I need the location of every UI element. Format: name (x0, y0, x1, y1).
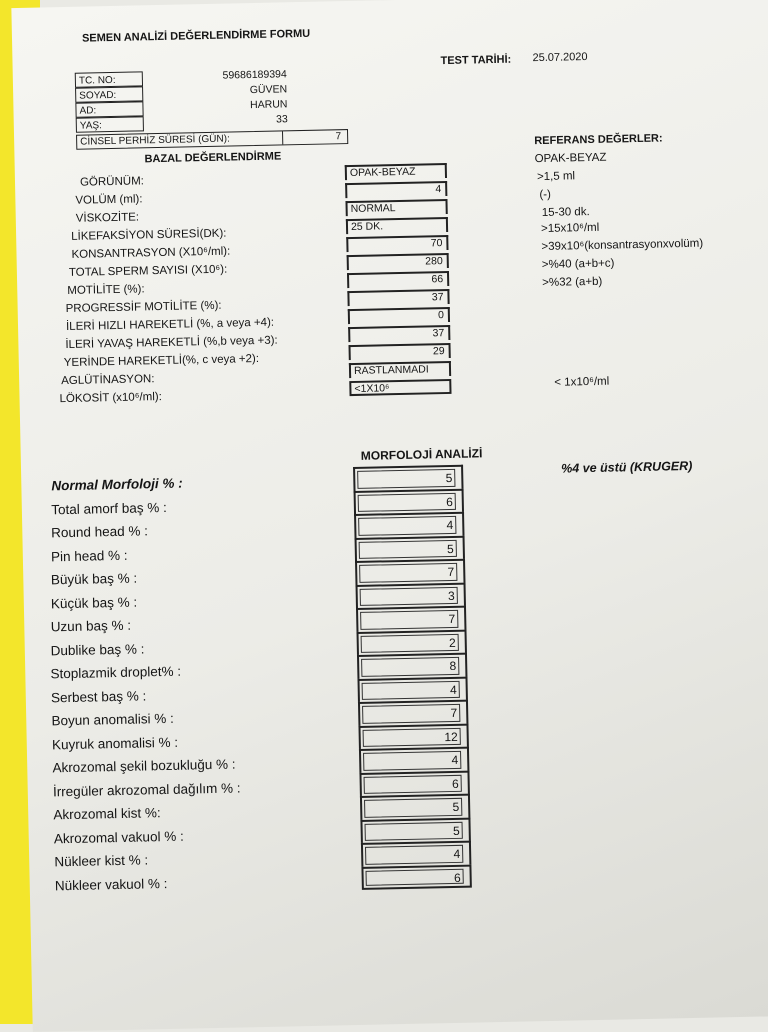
morphology-value-cell (353, 465, 463, 491)
basal-value-cell (345, 163, 447, 180)
morphology-value: 12 (363, 727, 461, 747)
morphology-value-cell (354, 512, 464, 538)
test-date: 25.07.2020 (532, 51, 588, 65)
morphology-value: 6 (365, 868, 463, 886)
morphology-value: 6 (358, 492, 456, 512)
basal-reference: 15-30 dk. (541, 206, 590, 220)
basal-label: AGLÜTİNASYON: (61, 373, 155, 388)
morphology-label: Pin head % : (50, 547, 128, 564)
basal-label: İLERİ HIZLI HAREKETLİ (%, a veya +4): (65, 316, 275, 333)
basal-reference: OPAK-BEYAZ (534, 151, 607, 166)
basal-value-cell (348, 307, 450, 324)
kruger-reference: %4 ve üstü (KRUGER) (560, 458, 693, 476)
morphology-value-cell (357, 653, 467, 679)
morphology-value-cell (355, 535, 465, 561)
basal-value-cell (348, 343, 450, 360)
basal-label: LÖKOSİT (x10⁶/ml): (59, 391, 162, 406)
morphology-heading: MORFOLOJİ ANALİZİ (360, 446, 483, 463)
abstinence-divider (282, 131, 283, 144)
morphology-label: Küçük baş % : (50, 594, 138, 611)
basal-value: NORMAL (350, 202, 396, 216)
basal-value: 25 DK. (350, 220, 384, 234)
basal-value-cell (346, 217, 448, 234)
abstinence-label: CİNSEL PERHİZ SÜRESİ (GÜN): (80, 133, 230, 148)
basal-value-cell (347, 253, 449, 270)
abstinence-row (76, 129, 348, 150)
morphology-value-cell (359, 747, 469, 773)
soyad-label: SOYAD: (75, 86, 143, 102)
morphology-label: Akrozomal şekil bozukluğu % : (52, 756, 236, 776)
morphology-value: 4 (358, 516, 456, 536)
basal-label: KONSANTRASYON (X10⁶/ml): (71, 245, 231, 261)
yas-value: 33 (275, 113, 288, 126)
morphology-value-cell (358, 723, 468, 749)
morphology-label: Uzun baş % : (50, 617, 132, 635)
morphology-value-cell (354, 488, 464, 514)
morphology-value-cell (357, 676, 467, 702)
morphology-value: 7 (360, 610, 458, 630)
morphology-value: 5 (359, 539, 457, 559)
basal-value: 29 (432, 345, 445, 358)
tc-label: TC. NO: (75, 71, 143, 87)
patient-info-box (75, 67, 349, 153)
basal-value-cell (346, 235, 448, 252)
morphology-value: 4 (363, 751, 461, 771)
morphology-label: İrregüler akrozomal dağılım % : (52, 779, 241, 799)
morphology-value: 7 (362, 704, 460, 724)
basal-value-cell (347, 271, 449, 288)
form-sheet (11, 0, 768, 1032)
basal-value-cell (347, 289, 449, 306)
morphology-label: Akrozomal kist %: (53, 805, 161, 823)
morphology-label: Normal Morfoloji % : (51, 475, 183, 494)
basal-value: 0 (437, 309, 445, 322)
basal-value: 280 (425, 255, 443, 268)
morphology-value-cell (356, 582, 466, 608)
basal-value: 70 (430, 237, 443, 250)
abstinence-value: 7 (335, 131, 342, 143)
basal-value: 37 (432, 327, 445, 340)
basal-value: OPAK-BEYAZ (349, 165, 416, 180)
morphology-value: 7 (359, 563, 457, 583)
basal-value-cell (349, 361, 451, 378)
morphology-value-cell (360, 794, 470, 820)
basal-label: TOTAL SPERM SAYISI (X10⁶): (68, 263, 228, 279)
morphology-label: Dublike baş % : (50, 640, 145, 658)
basal-value-cell (349, 379, 451, 396)
morphology-label: Serbest baş % : (50, 687, 147, 705)
basal-reference: >%32 (a+b) (542, 275, 603, 290)
morphology-value: 5 (365, 821, 463, 841)
basal-reference: >%40 (a+b+c) (541, 257, 615, 272)
basal-heading: BAZAL DEĞERLENDİRME (144, 150, 282, 166)
basal-reference: (-) (539, 188, 552, 202)
basal-value-cell (345, 199, 447, 216)
basal-value-cell (348, 325, 450, 342)
morphology-value-cell (355, 559, 465, 585)
basal-reference: >39x10⁶(konsantrasyonxvolüm) (541, 237, 704, 254)
soyad-value: GÜVEN (249, 83, 288, 97)
morphology-value-cell (359, 770, 469, 796)
morphology-value-cell (356, 629, 466, 655)
morphology-value: 5 (364, 798, 462, 818)
basal-label: MOTİLİTE (%): (67, 283, 145, 297)
basal-label: İLERİ YAVAŞ HAREKETLİ (%,b veya +3): (65, 334, 278, 352)
morphology-value-cell (360, 817, 470, 843)
basal-value: 4 (435, 183, 442, 196)
morphology-value: 3 (360, 586, 458, 606)
basal-value: 37 (431, 291, 444, 304)
morphology-value: 2 (361, 633, 459, 653)
morphology-label: Round head % : (50, 523, 149, 541)
basal-label: GÖRÜNÜM: (79, 175, 145, 189)
morphology-label: Boyun anomalisi % : (51, 710, 174, 729)
morphology-value: 4 (365, 845, 463, 865)
basal-label: VOLÜM (ml): (75, 193, 143, 207)
morphology-value-cell (356, 606, 466, 632)
basal-label: LİKEFAKSİYON SÜRESİ(DK): (71, 227, 227, 243)
ad-value: HARUN (249, 98, 288, 112)
basal-value: 66 (431, 273, 444, 286)
form-title: SEMEN ANALİZİ DEĞERLENDİRME FORMU (81, 27, 311, 45)
morphology-label: Nükleer kist % : (54, 852, 149, 870)
basal-value: RASTLANMADI (353, 363, 429, 377)
morphology-value: 5 (357, 469, 455, 489)
morphology-label: Akrozomal vakuol % : (53, 828, 184, 846)
ad-label: AD: (75, 101, 143, 117)
morphology-value: 6 (364, 774, 462, 794)
yas-label: YAŞ: (76, 116, 144, 132)
tc-value: 59686189394 (222, 68, 287, 82)
basal-value-cell (345, 181, 447, 198)
basal-value: <1X10⁶ (354, 382, 390, 395)
test-date-label: TEST TARİHİ: (440, 53, 512, 68)
morphology-label: Nükleer vakuol % : (54, 875, 168, 893)
morphology-label: Büyük baş % : (50, 570, 138, 588)
basal-label: PROGRESSİF MOTİLİTE (%): (65, 299, 222, 315)
basal-reference: < 1x10⁶/ml (554, 375, 610, 389)
morphology-value-cell (361, 841, 471, 867)
reference-heading: REFERANS DEĞERLER: (534, 132, 663, 148)
morphology-value-cell (361, 864, 471, 890)
basal-label: VİSKOZİTE: (75, 211, 140, 225)
morphology-label: Kuyruk anomalisi % : (51, 734, 179, 752)
morphology-label: Total amorf baş % : (51, 499, 167, 517)
morphology-label: Stoplazmik droplet% : (50, 663, 182, 682)
morphology-value: 4 (362, 680, 460, 700)
morphology-value: 8 (361, 657, 459, 677)
basal-label: YERİNDE HAREKETLİ(%, c veya +2): (63, 352, 260, 370)
basal-reference: >15x10⁶/ml (540, 221, 600, 236)
basal-reference: >1,5 ml (536, 170, 576, 184)
morphology-value-cell (358, 700, 468, 726)
